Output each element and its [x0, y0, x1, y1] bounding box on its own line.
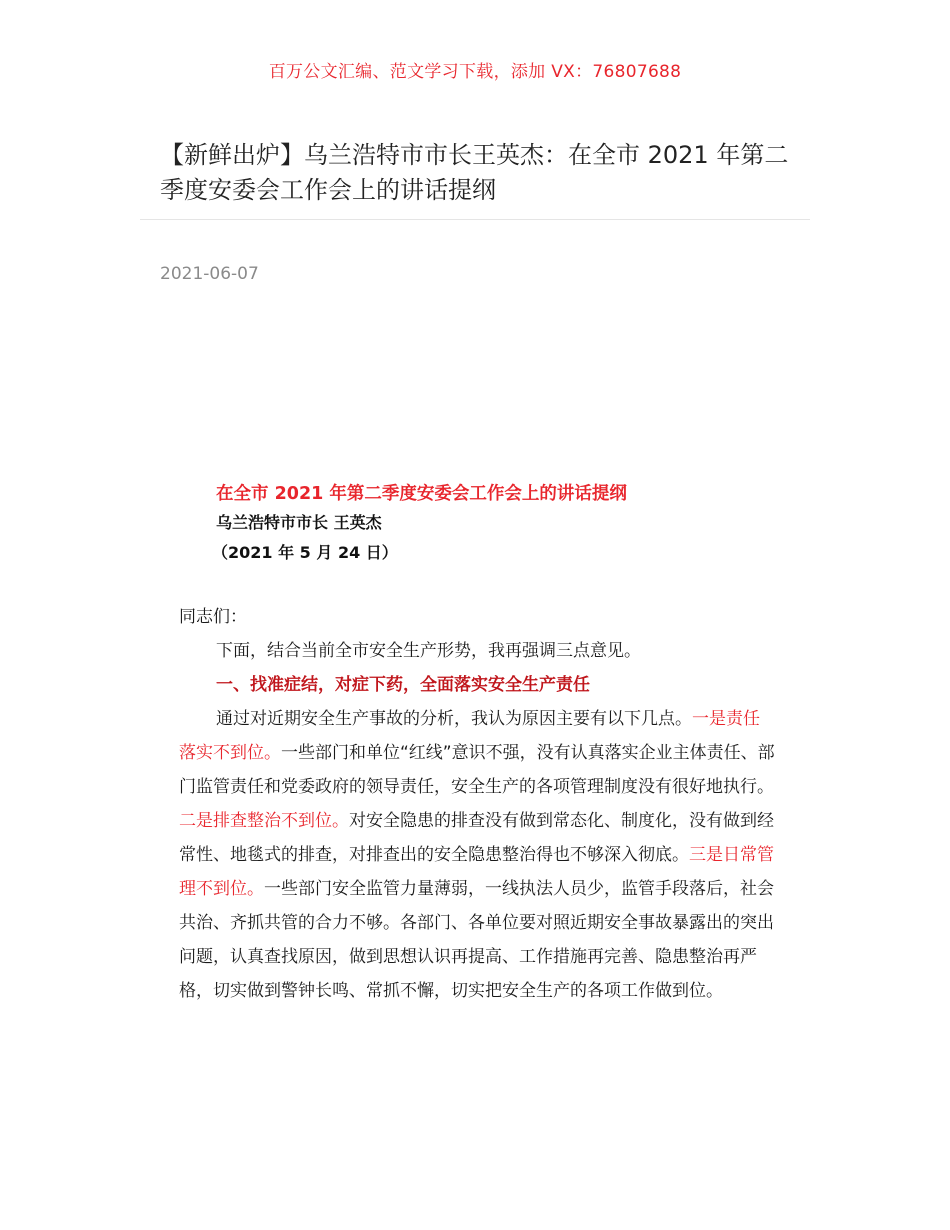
article-title: 【新鲜出炉】乌兰浩特市市长王英杰：在全市 2021 年第二季度安委会工作会上的讲话提纲 [160, 141, 789, 204]
document-body [179, 600, 775, 1008]
highlight-point-1: 一是责任落实不到位。 [179, 709, 760, 763]
paragraph-text: 一些部门和单位“红线”意识不强，没有认真落实企业主体责任、部门监管责任和党委政府的领导责任，安全生产的各项管理制度没有很好地执行。 [179, 743, 775, 797]
section-heading-1: 一、找准症结，对症下药，全面落实安全生产责任 [216, 675, 590, 695]
highlight-point-2: 二是排查整治不到位。 [179, 811, 349, 831]
intro-paragraph: 下面，结合当前全市安全生产形势，我再强调三点意见。 [216, 641, 641, 661]
promo-banner: 百万公文汇编、范文学习下载，添加 VX：76807688 [268, 62, 682, 82]
paragraph-text: 一些部门安全监管力量薄弱，一线执法人员少，监管手段落后，社会共治、齐抓共管的合力不够。各部门、各单位要对照近期安全事故暴露出的突出问题，认真查找原因，做到思想认识再提高、工作措施再完善、隐患整治再严格，切实做到警钟长鸣、常抓不懈，切实把安全生产的各项工作做到位。 [179, 879, 774, 1001]
title-divider [140, 219, 810, 220]
highlight-point-3: 三是日常管理不到位。 [179, 845, 774, 899]
document-author: 乌兰浩特市市长 王英杰 [216, 513, 382, 532]
section1-paragraph [179, 702, 775, 1008]
paragraph-text: 通过对近期安全生产事故的分析，我认为原因主要有以下几点。 [216, 709, 692, 729]
document-title: 在全市 2021 年第二季度安委会工作会上的讲话提纲 [216, 484, 627, 504]
document-header [212, 480, 816, 568]
salutation: 同志们： [179, 607, 247, 627]
paragraph-text: 对安全隐患的排查没有做到常态化、制度化，没有做到经常性、地毯式的排查，对排查出的安全隐患整治得也不够深入彻底。 [179, 811, 774, 865]
publish-date: 2021-06-07 [160, 264, 259, 284]
document-date: （2021 年 5 月 24 日） [212, 543, 398, 562]
